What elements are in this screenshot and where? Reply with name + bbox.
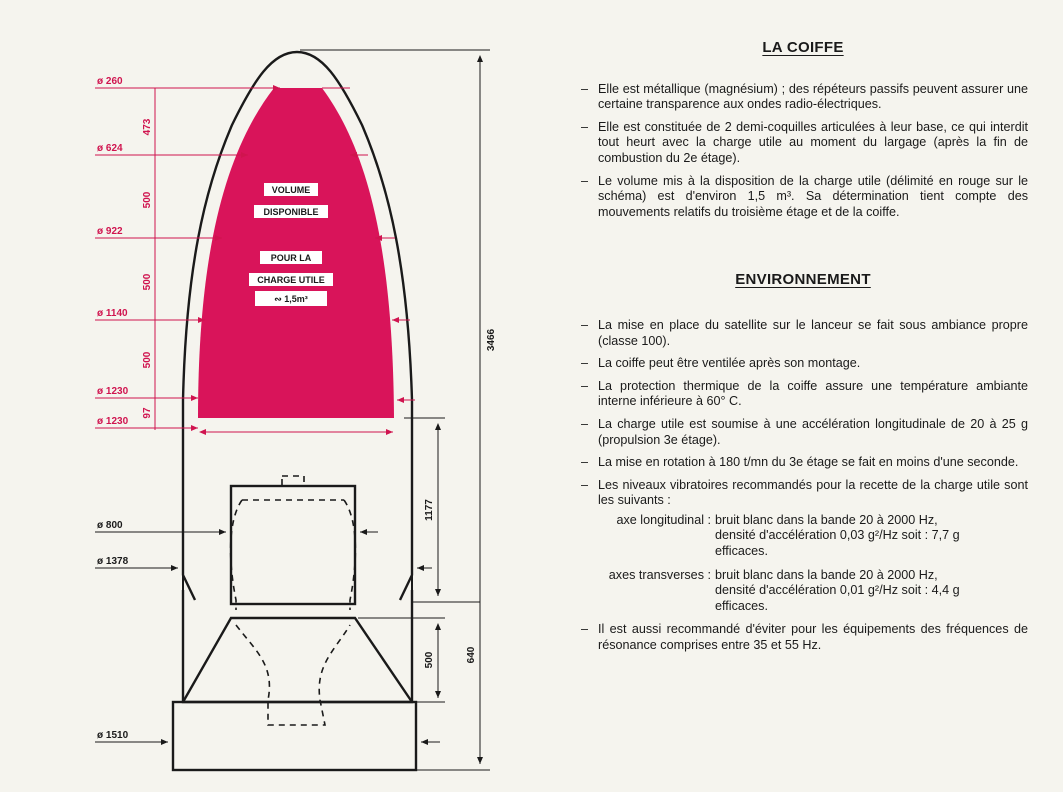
list-item: – Le volume mis à la disposition de la charge utile (délimité en rouge sur le schéma) est d'environ 1,5 m³. Sa détermination tient compte des mouvements relatifs du troisième étage et de la coiffe. [578, 174, 1028, 221]
list-item: – La charge utile est soumise à une accélération longitudinale de 20 à 25 g (propulsion 3e étage). [578, 417, 1028, 448]
vibration-row [578, 513, 1028, 560]
spacing-label: 500 [142, 351, 153, 369]
environnement-last [578, 622, 1028, 653]
dia-label: ø 260 [97, 76, 123, 87]
vibration-desc: bruit blanc dans la bande 20 à 2000 Hz, densité d'accélération 0,01 g²/Hz soit : 4,4 g efficaces. [715, 567, 960, 613]
coiffe-title: LA COIFFE [762, 39, 844, 56]
dia-label: ø 1378 [97, 556, 129, 567]
volume-tag: VOLUME [271, 185, 311, 195]
volume-tag: POUR LA [270, 253, 312, 263]
list-item: – La coiffe peut être ventilée après son montage. [578, 356, 1028, 372]
vibration-row [578, 568, 1028, 615]
total-height-label: 3466 [486, 328, 497, 352]
spacing-label: 500 [142, 273, 153, 291]
spacing-label: 97 [142, 407, 153, 419]
dia-label: ø 1510 [97, 730, 129, 741]
third-stage [173, 486, 416, 770]
coiffe-list [578, 82, 1028, 221]
height-640-label: 640 [466, 646, 477, 664]
volume-tag: ∾ 1,5m³ [274, 294, 308, 304]
text-column [578, 40, 1028, 661]
dia-label: ø 1230 [97, 416, 129, 427]
spacing-label: 500 [142, 191, 153, 209]
dia-label: ø 624 [97, 143, 123, 154]
dia-label: ø 1230 [97, 386, 129, 397]
environnement-list [578, 318, 1028, 509]
vibration-axis: axe longitudinal : [616, 512, 711, 527]
dia-label: ø 800 [97, 520, 123, 531]
dia-label: ø 1140 [97, 308, 128, 319]
list-item: – La mise en rotation à 180 t/mn du 3e étage se fait en moins d'une seconde. [578, 455, 1028, 471]
list-item: – Elle est métallique (magnésium) ; des répéteurs passifs peuvent assurer une certaine transparence aux ondes radio-électriques. [578, 82, 1028, 113]
spacing-label: 473 [142, 118, 153, 136]
environnement-title: ENVIRONNEMENT [735, 271, 871, 289]
list-item: – La protection thermique de la coiffe assure une température ambiante interne inférieure à 60° C. [578, 379, 1028, 410]
height-1177-label: 1177 [424, 499, 435, 521]
volume-tag: DISPONIBLE [263, 207, 319, 217]
list-item: – Les niveaux vibratoires recommandés pour la recette de la charge utile sont les suivants : [578, 478, 1028, 509]
dia-label: ø 922 [97, 226, 123, 237]
height-500-label: 500 [424, 651, 435, 669]
list-item: – Elle est constituée de 2 demi-coquilles articulées à leur base, ce qui interdit tout heurt avec la charge utile au moment du largage (après la fin de combustion du 2e étage). [578, 120, 1028, 167]
volume-tag: CHARGE UTILE [257, 275, 325, 285]
vibration-desc: bruit blanc dans la bande 20 à 2000 Hz, densité d'accélération 0,03 g²/Hz soit : 7,7 g efficaces. [715, 512, 960, 559]
list-item: – Il est aussi recommandé d'éviter pour les équipements des fréquences de résonance comprises entre 35 et 55 Hz. [578, 622, 1028, 653]
list-item: – La mise en place du satellite sur le lanceur se fait sous ambiance propre (classe 100). [578, 318, 1028, 349]
vibration-axis: axes transverses : [608, 567, 711, 582]
